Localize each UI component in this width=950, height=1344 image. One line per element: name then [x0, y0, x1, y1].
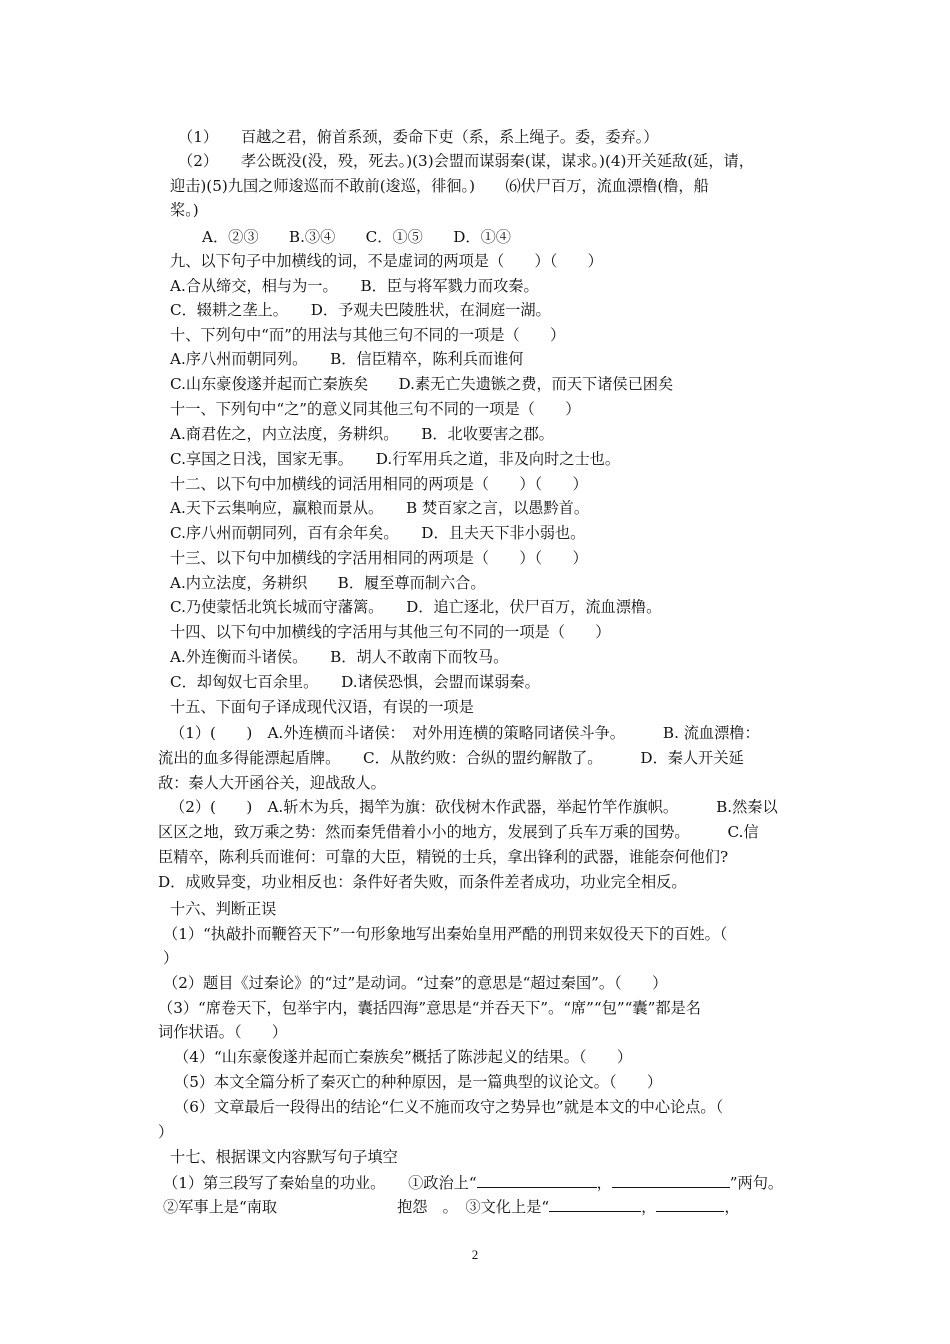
text-line: A.商君佐之，内立法度，务耕织。 B．北收要害之郡。: [170, 425, 554, 443]
text-line: 十四、以下句中加横线的字活用与其他三句不同的一项是（ ）: [170, 623, 611, 641]
text-line: C.乃使蒙恬北筑长城而守藩篱。 D．追亡逐北，伏尸百万，流血漂橹。: [170, 598, 662, 616]
fill-2-mid: 抱怨 。 ③文化上是“: [397, 1198, 550, 1216]
text-line: 桨。): [170, 201, 199, 219]
text-line: 十七、根据课文内容默写句子填空: [170, 1148, 398, 1166]
text-line: （1） 百越之君，俯首系颈，委命下吏（系，系上绳子。委，委弃。）: [178, 128, 659, 146]
text-line: 九、以下句子中加横线的词，不是虚词的两项是（ ）（ ）: [170, 252, 603, 270]
text-line: 十三、以下句中加横线的字活用相同的两项是（ ）（ ）: [170, 549, 588, 567]
text-line: （2）( ) A.斩木为兵，揭竿为旗：砍伐树木作武器，举起竹竿作旗帜。 B.然秦以: [170, 798, 778, 816]
text-line: （2） 孝公既没(没，殁，死去。)(3)会盟而谋弱秦(谋，谋求。)(4)开关延敌(延，请，: [178, 152, 754, 170]
text-line: C.序八州而朝同列，百有余年矣。 D．且夫天下非小弱也。: [170, 524, 586, 542]
text-line: （6）文章最后一段得出的结论“仁义不施而攻守之势异也”就是本文的中心论点。（: [174, 1098, 724, 1116]
text-line: 十五、下面句子译成现代汉语，有误的一项是: [170, 698, 474, 716]
text-line: （1）“执敲扑而鞭笞天下”一句形象地写出秦始皇用严酷的刑罚来奴役天下的百姓。（: [163, 925, 728, 943]
text-line: C.享国之日浅，国家无事。 D.行军用兵之道，非及向时之士也。: [170, 450, 621, 468]
text-line: 敌：秦人大开函谷关，迎战敌人。: [158, 774, 386, 792]
fill-2-end: ，: [724, 1198, 740, 1216]
text-line: （5）本文全篇分析了秦灭亡的种种原因，是一篇典型的议论文。（ ）: [174, 1073, 663, 1091]
text-line: 臣精卒，陈利兵而谁何：可靠的大臣，精锐的士兵，拿出锋利的武器，谁能奈何他们?: [158, 848, 729, 866]
answer-blank[interactable]: [612, 1173, 730, 1188]
text-line: （1）( ) A.外连横而斗诸侯： 对外用连横的策略同诸侯斗争。 B. 流血漂橹：: [170, 724, 760, 742]
fill-1-prefix: （1）第三段写了秦始皇的功业。 ①政治上“: [163, 1174, 477, 1192]
text-line: 十六、判断正误: [170, 900, 277, 918]
text-line: C．辍耕之垄上。 D．予观夫巴陵胜状，在洞庭一湖。: [170, 301, 551, 319]
text-line: A.外连衡而斗诸侯。 B．胡人不敢南下而牧马。: [170, 648, 509, 666]
text-line: 词作状语。（ ）: [158, 1023, 288, 1041]
fill-2-sep: ，: [641, 1198, 657, 1216]
text-line: 十、下列句中“而”的用法与其他三句不同的一项是（ ）: [170, 326, 566, 344]
text-line: A.天下云集响应，赢粮而景从。 B 焚百家之言，以愚黔首。: [170, 499, 590, 517]
answer-blank[interactable]: [549, 1197, 641, 1212]
text-line: 流出的血多得能漂起盾牌。 C．从散约败：合纵的盟约解散了。 D．秦人开关延: [158, 749, 744, 767]
text-line: C．却匈奴七百余里。 D.诸侯恐惧，会盟而谋弱秦。: [170, 673, 540, 691]
fill-1-sep: ，: [596, 1174, 612, 1192]
text-line: A.合从缔交，相与为一。 B．臣与将军戮力而攻秦。: [170, 277, 539, 295]
text-line: 十二、以下句中加横线的词活用相同的两项是（ ）（ ）: [170, 475, 588, 493]
fill-line-2: [163, 1197, 740, 1217]
fill-1-suffix: ”两句。: [729, 1174, 784, 1192]
page-number: 2: [471, 1247, 479, 1262]
text-line: ）: [158, 1123, 174, 1141]
text-line: 迎击)(5)九国之师逡巡而不敢前(逡巡，徘徊。) ⑹伏尸百万，流血漂橹(橹，船: [170, 177, 709, 195]
text-line: A.内立法度，务耕织 B．履至尊而制六合。: [170, 574, 486, 592]
text-line: 区区之地，致万乘之势：然而秦凭借着小小的地方，发展到了兵车万乘的国势。 C.信: [158, 823, 759, 841]
text-line: （2）题目《过秦论》的“过”是动词。“过秦”的意思是“超过秦国”。（ ）: [163, 974, 668, 992]
text-line: C.山东豪俊遂并起而亡秦族矣 D.素无亡失遗镞之费，而天下诸侯已困矣: [170, 375, 674, 393]
text-line: （3）“席卷天下，包举宇内，囊括四海”意思是“并吞天下”。“席”“包”“囊”都是名: [158, 999, 701, 1017]
answer-blank[interactable]: [656, 1197, 724, 1212]
fill-line-1: [163, 1173, 783, 1193]
text-line: 十一、下列句中“之”的意义同其他三句不同的一项是（ ）: [170, 400, 581, 418]
text-line: A.序八州而朝同列。 B．信臣精卒，陈利兵而谁何: [170, 350, 524, 368]
text-line: D．成败异变，功业相反也：条件好者失败，而条件差者成功，功业完全相反。: [158, 873, 687, 891]
answer-blank[interactable]: [477, 1173, 597, 1188]
text-line: （4）“山东豪俊遂并起而亡秦族矣”概括了陈涉起义的结果。（ ）: [174, 1048, 633, 1066]
fill-2-prefix: ②军事上是“南取: [163, 1198, 278, 1216]
text-line: ）: [163, 949, 179, 967]
text-line: A．②③ B.③④ C．①⑤ D．①④: [202, 228, 511, 246]
